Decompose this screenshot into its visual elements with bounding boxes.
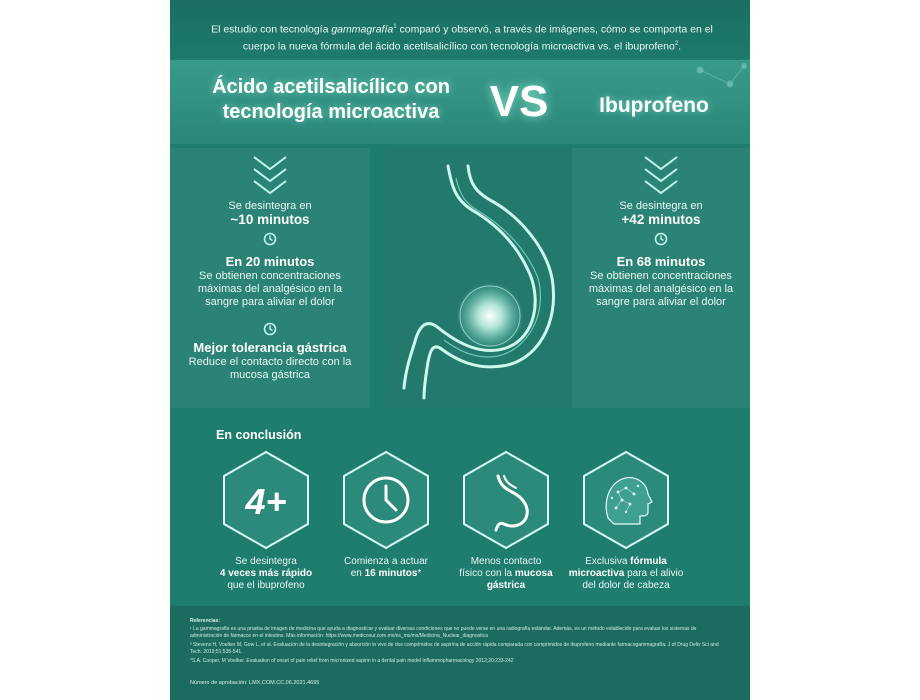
approval-number: Número de aprobación: LMX.COM.CC.06.2021.4695 — [190, 680, 320, 686]
conclusion-2-line1: Comienza a actuar — [344, 556, 428, 567]
clock-icon — [263, 322, 277, 336]
ibuprofen-title: Ibuprofeno — [599, 94, 709, 117]
conclusion-3-line2a: físico con la — [459, 568, 515, 579]
conclusion-4-line1a: Exclusiva — [585, 556, 631, 567]
conclusion-3-line1: Menos contacto — [470, 556, 542, 567]
conclusion-item-1 — [204, 556, 328, 592]
aspirin-tolerance-title: Mejor tolerancia gástrica — [193, 340, 347, 355]
stomach-panel — [386, 148, 570, 408]
stomach-illustration — [386, 148, 570, 408]
ibuprofen-disintegrate-value: +42 minutos — [621, 212, 701, 227]
conclusion-title: En conclusión — [216, 428, 302, 442]
ibuprofen-peak-desc-3: sangre para aliviar el dolor — [596, 296, 726, 308]
clock-icon — [334, 448, 438, 552]
intro-part2: comparó y observó, a través de imágenes, cómo se comporta en el cuerpo la nueva fórmula del ácido acetilsalicílico con tecnología microactiva vs. el ibuprofeno — [242, 23, 713, 52]
conclusion-item-3 — [444, 556, 568, 592]
comparison-header — [170, 60, 750, 144]
ibuprofen-peak-desc-2: máximas del analgésico en la — [588, 283, 734, 295]
conclusion-1-line1: Se desintegra — [235, 556, 297, 567]
reference-2: ² Stevens H, Voelker M, Gow L, et al. Evaluación de la desintegración y absorción in vivo de dos comprimidos de aspirina de acción rápida comparada con comprimidos de ibuprofeno mediante farmacogammagrafía. J of Drug Deliv Sci and Tech. 2019;51:535-541. — [190, 642, 719, 655]
conclusion-1-line2: 4 veces más rápido — [219, 568, 313, 579]
aspirin-title-line2: tecnología microactiva — [222, 101, 440, 123]
conclusion-1-line3: que el ibuprofeno — [227, 580, 305, 591]
conclusion-4-line2b: microactiva — [568, 568, 625, 579]
four-times-badge-icon — [214, 448, 318, 552]
aspirin-peak-desc-3: sangre para aliviar el dolor — [205, 296, 335, 308]
conclusion-item-2 — [324, 556, 448, 580]
aspirin-peak-title: En 20 minutos — [225, 254, 315, 269]
conclusion-2-line2a: en — [350, 568, 365, 579]
aspirin-peak-desc-2: máximas del analgésico en la — [197, 283, 343, 295]
ibuprofen-column — [572, 148, 750, 408]
intro-band — [170, 0, 750, 58]
vs-label: VS — [489, 77, 549, 126]
ibuprofen-peak-title: En 68 minutos — [616, 254, 706, 269]
aspirin-disintegrate-value: ~10 minutos — [230, 212, 310, 227]
intro-sup1: 1 — [393, 24, 397, 30]
intro-italic: gammagrafía — [331, 23, 394, 36]
aspirin-title-line1: Ácido acetilsalicílico con — [212, 76, 450, 98]
aspirin-tolerance-desc-1: Reduce el contacto directo con la — [188, 356, 352, 368]
intro-part1: El estudio con tecnología — [211, 23, 332, 36]
intro-sup2: 2 — [674, 40, 679, 47]
conclusion-item-4 — [564, 556, 688, 592]
aspirin-title — [188, 75, 474, 125]
aspirin-column — [170, 148, 370, 408]
glow-effect — [456, 282, 524, 350]
conclusion-3-line2b: mucosa — [514, 568, 553, 579]
clock-icon — [654, 232, 668, 246]
aspirin-peak-desc-1: Se obtienen concentraciones — [199, 270, 341, 282]
conclusion-4-line3: del dolor de cabeza — [582, 580, 670, 591]
reference-3: *S.A. Cooper, M Voelker. Evaluation of onset of pain relief from micronized aspirin in a dental pain model Inflammopharmacology 2012;20:233-242 — [190, 658, 514, 664]
chevron-down-icon — [642, 154, 680, 198]
stomach-icon — [454, 448, 558, 552]
badge-text: 4+ — [245, 481, 287, 522]
intro-end: . — [678, 40, 682, 52]
clock-icon — [263, 232, 277, 246]
conclusion-4-line2c: para el alivio — [624, 568, 684, 579]
ibuprofen-disintegrate-label: Se desintegra en — [619, 200, 703, 212]
conclusion-3-line3: gástrica — [486, 580, 526, 591]
references-section — [170, 606, 750, 700]
conclusion-section — [170, 410, 750, 605]
conclusion-4-line1b: fórmula — [630, 556, 667, 567]
conclusion-2-line2b: 16 minutos — [364, 568, 418, 579]
reference-1: ¹ La gammagrafía es una prueba de imagen de medicina que ayuda a diagnosticar y evaluar diversas condiciones que no puede verse en una radiografía estándar. Además, es un método establecido para evaluar los sistemas de administración de fármacos en el intestino. Más información: https://www.medicosur.com.mx/es_mx/ms/Medicina_Nuclear_diagnostica — [190, 626, 697, 639]
aspirin-tolerance-desc-2: mucosa gástrica — [229, 369, 311, 381]
conclusion-2-line2c: * — [417, 568, 422, 579]
intro-text — [198, 20, 726, 53]
chevron-down-icon — [251, 154, 289, 198]
references-title: Referencias: — [190, 618, 221, 624]
aspirin-disintegrate-label: Se desintegra en — [228, 200, 312, 212]
head-brain-icon — [574, 448, 678, 552]
infographic — [170, 0, 750, 700]
ibuprofen-peak-desc-1: Se obtienen concentraciones — [590, 270, 732, 282]
